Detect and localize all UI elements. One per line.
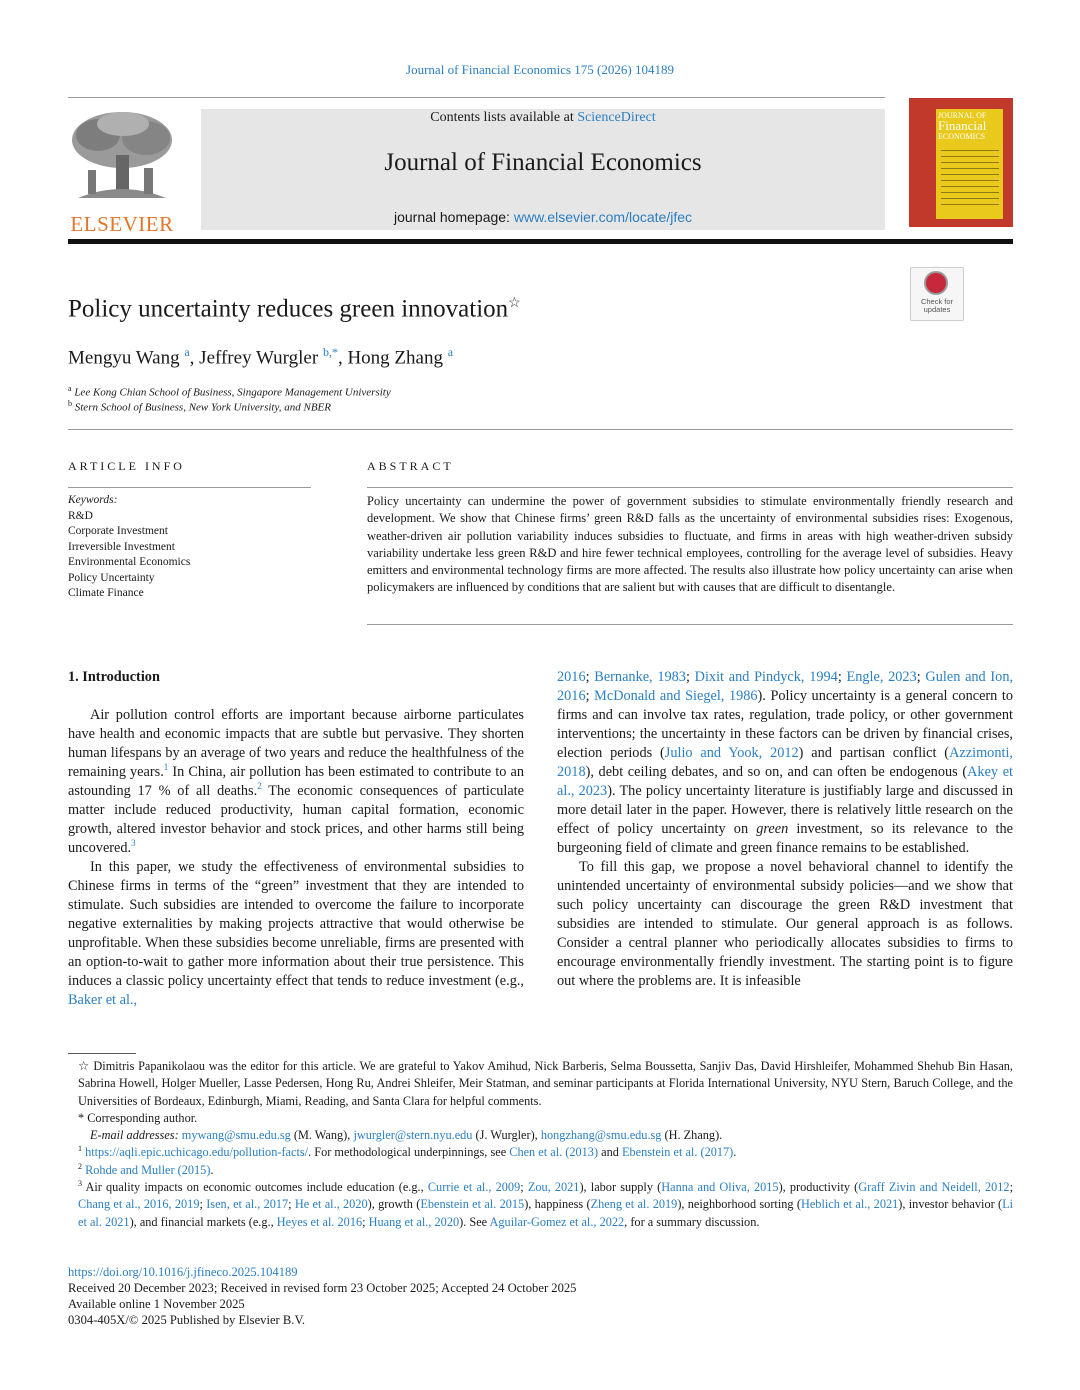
publisher-wordmark: ELSEVIER	[70, 212, 174, 236]
footnote-text: Corresponding author.	[87, 1110, 198, 1125]
citation-link[interactable]: Heyes et al. 2016	[276, 1214, 363, 1229]
paragraph-text: investment, so its relevance to the burgeoning field of climate and green finance remains to be established.	[557, 821, 1013, 856]
homepage-link[interactable]: www.elsevier.com/locate/jfec	[513, 209, 693, 225]
paragraph-text: The economic consequences of particulate matter include reduced productivity, human capital formation, economic growth, altered investor behavior and stock prices, and other harms still being uncovered.	[68, 783, 524, 856]
footnote-text: Dimitris Papanikolaou was the editor for this article. We are grateful to Yakov Amihud, Nick Barberis, Selma Boussetta, Sanjiv Das, David Hirshleifer, Mohammed Shehub Bin Hasan, Sabrina Howell, Holger Mueller, Lasse Pedersen, Hong Ru, Andrei Shleifer, Meir Statman, and seminar participants at Florida International University, NYU Stern, Baruch College, and the Universities of Bordeaux, Edinburgh, Miami, Reading, and Santa Clara for helpful comments.	[78, 1059, 1014, 1108]
section-rule	[68, 429, 1013, 430]
footnote	[68, 1110, 1013, 1127]
keyword: Climate Finance	[68, 587, 144, 599]
paragraph-text: ). Policy uncertainty is a general concern to firms and can involve tax rates, regulation, trade policy, or other government interventions; the uncertainty in these factors can be driven by financial crises, election periods (	[557, 688, 1014, 761]
citation-link[interactable]: Heblich et al., 2021	[800, 1197, 899, 1212]
author-affiliation-mark[interactable]: b,*	[322, 345, 338, 359]
keyword: Policy Uncertainty	[68, 571, 155, 584]
received-dates: Received 20 December 2023; Received in revised form 23 October 2025; Accepted 24 October 2025	[68, 1281, 577, 1295]
footnotes	[68, 1058, 1013, 1231]
sciencedirect-link[interactable]: ScienceDirect	[577, 110, 656, 125]
keyword: R&D	[68, 509, 93, 522]
citation-link[interactable]: Chang et al., 2016, 2019	[78, 1197, 200, 1212]
footnote-mark: 2	[78, 1161, 82, 1171]
citation-link[interactable]: Bernanke, 1983	[594, 669, 686, 685]
footnote-text: ), growth (	[367, 1197, 421, 1212]
separator: ;	[585, 688, 595, 704]
separator: ;	[199, 1197, 207, 1212]
footnote-text: ). See	[459, 1214, 490, 1229]
keyword: Irreversible Investment	[68, 540, 175, 553]
citation-link[interactable]: Baker et al.,	[68, 992, 138, 1008]
footnote	[68, 1179, 1013, 1231]
email-owner: (M. Wang),	[290, 1128, 354, 1143]
email-link[interactable]: hongzhang@smu.edu.sg	[540, 1128, 662, 1143]
citation-link[interactable]: Isen, et al., 2017	[206, 1197, 289, 1212]
citation-link[interactable]: Currie et al., 2009	[427, 1180, 521, 1195]
body-column-right	[557, 668, 1013, 991]
article-info-rule	[68, 487, 311, 488]
footnote	[68, 1162, 1013, 1179]
separator: ;	[1009, 1180, 1013, 1195]
email-label: E-mail addresses:	[90, 1128, 179, 1143]
citation-link[interactable]: Li et al. 2021	[78, 1197, 1014, 1229]
author-affiliation-mark[interactable]: a	[184, 345, 190, 359]
paragraph-text: Air pollution control efforts are important because airborne particulates have health and economic impacts that are subtle but pervasive. They shorten human lifespans by an average of two years and reduce the healthfulness of the remaining years.	[68, 707, 524, 780]
crossmark-icon	[924, 271, 948, 295]
paragraph-text: ), debt ceiling debates, and so on, and can often be endogenous (	[585, 764, 968, 780]
affiliation-mark: b	[68, 399, 72, 408]
paragraph-text: In this paper, we study the effectiveness of environmental subsidies to Chinese firms in terms of the “green” investment that they are intended to stimulate. Such subsidies are intended to overcome the failure to incorporate negative externalities by making projects attractive that would otherwise be unprofitable. When these subsidies become unreliable, firms are presented with an option-to-wait to gather more information about their true persistence. This induces a classic policy uncertainty effect that tends to reduce investment (e.g.,	[68, 859, 524, 989]
footnote-text: .	[210, 1162, 214, 1177]
citation-link[interactable]: 2016	[557, 669, 586, 685]
citation-link[interactable]: Gulen and Ion, 2016	[557, 669, 1014, 704]
citation-link[interactable]: Dixit and Pindyck, 1994	[694, 669, 838, 685]
abstract-rule	[367, 487, 1013, 488]
title-footnote-mark[interactable]: ☆	[508, 296, 521, 311]
citation-link[interactable]: McDonald and Siegel, 1986	[594, 688, 758, 704]
citation-link[interactable]: Akey et al., 2023	[557, 764, 1014, 799]
footnote-text: .	[733, 1145, 737, 1160]
paragraph-text: In China, air pollution has been estimated to contribute to an astounding 17 % of all deaths.	[68, 764, 524, 799]
email-owner: (J. Wurgler),	[472, 1128, 541, 1143]
footnote-text: ), productivity (	[778, 1180, 859, 1195]
crossmark-label: Check for updates	[920, 297, 954, 314]
body-paragraph	[68, 858, 524, 1010]
journal-cover-image[interactable]	[909, 98, 1013, 227]
affiliation-text: Lee Kong Chian School of Business, Singapore Management University	[74, 386, 391, 399]
section-heading: 1. Introduction	[68, 669, 160, 685]
email-link[interactable]: mywang@smu.edu.sg	[181, 1128, 291, 1143]
paragraph-text: ). The policy uncertainty literature is justifiably large and discussed in more detail later in the paper. However, there is relatively little research on the effect of policy uncertainty on	[557, 783, 1014, 837]
article-title-text: Policy uncertainty reduces green innovation	[68, 295, 509, 323]
separator: ;	[362, 1214, 369, 1229]
cover-title-line-1: JOURNAL OF	[938, 111, 987, 120]
separator: ;	[916, 669, 926, 685]
footnote-ref[interactable]: 1	[163, 762, 169, 773]
cover-text-lines	[941, 150, 999, 210]
homepage-line	[201, 209, 885, 225]
url-link[interactable]: https://aqli.epic.uchicago.edu/pollution-facts/	[85, 1145, 309, 1160]
abstract-bottom-rule	[367, 624, 1013, 625]
keyword: Environmental Economics	[68, 556, 191, 568]
journal-banner	[201, 109, 885, 230]
affiliation	[68, 399, 331, 414]
citation-link[interactable]: Zou, 2021	[527, 1180, 580, 1195]
citation-link[interactable]: Ebenstein et al. (2017)	[621, 1145, 734, 1160]
footnote-mark: 3	[78, 1178, 82, 1188]
author-name[interactable]: Jeffrey Wurgler	[199, 347, 319, 369]
keywords-list	[68, 493, 190, 602]
separator: ;	[837, 669, 847, 685]
citation-link[interactable]: Engle, 2023	[846, 669, 917, 685]
footnote-text: Air quality impacts on economic outcomes include education (e.g.,	[85, 1180, 428, 1195]
cover-title-line-2: Financial	[938, 118, 987, 133]
footnote-text: ), and financial markets (e.g.,	[129, 1214, 277, 1229]
header-rule	[68, 97, 885, 98]
footnote-mark: 1	[78, 1144, 82, 1154]
author-list: Mengyu Wang $^a$, Jeffrey Wurgler $^{b,*}$, Hong Zhang $^a$	[68, 345, 454, 369]
email-owner: (H. Zhang).	[661, 1128, 723, 1143]
citation-link[interactable]: Rohde and Muller (2015)	[85, 1162, 211, 1177]
citation-link[interactable]: Journal of Financial Economics 175 (2026) 104189	[406, 62, 674, 77]
contents-prefix: Contents lists available at	[430, 110, 578, 125]
copyright: 0304-405X/© 2025 Published by Elsevier B.V.	[68, 1313, 306, 1327]
article-info-heading: ARTICLE INFO	[68, 459, 185, 473]
article-title	[68, 295, 521, 323]
contents-line	[201, 110, 885, 126]
abstract-heading: ABSTRACT	[367, 459, 454, 473]
homepage-prefix: journal homepage:	[393, 209, 514, 225]
footnote-mark: ☆	[78, 1059, 90, 1073]
body-paragraph: To fill this gap, we propose a novel behavioral channel to identify the unintended uncertainty of environmental subsidy policies—and we show that such policy uncertainty can discourage the green R&D investment that subsidies are intended to stimulate. Our general approach is as follows. Consider a central planner who periodically allocates subsidies to firms to encourage environmentally friendly investment. The starting point is to figure out where the problems are. It is infeasible	[557, 859, 1013, 989]
footnote-text: ), labor supply (	[579, 1180, 662, 1195]
footnote-text: , for a summary discussion.	[624, 1214, 760, 1229]
email-link[interactable]: jwurgler@stern.nyu.edu	[353, 1128, 473, 1143]
keywords-label: Keywords:	[68, 494, 118, 506]
citation-link[interactable]: Aguilar-Gomez et al., 2022	[489, 1214, 625, 1229]
affiliation-text: Stern School of Business, New York University, and NBER	[74, 401, 331, 414]
author-name[interactable]: Mengyu Wang	[68, 347, 180, 369]
citation-link[interactable]: Graff Zivin and Neidell, 2012	[858, 1180, 1010, 1195]
publication-info	[68, 1264, 576, 1328]
header-thick-rule	[68, 239, 1013, 244]
journal-name: Journal of Financial Economics	[384, 149, 702, 176]
separator: ;	[520, 1180, 528, 1195]
citation-link[interactable]: Chen et al. (2013)	[509, 1145, 599, 1160]
emphasis-text: green	[756, 821, 789, 837]
citation-link[interactable]: Zheng et al. 2019	[590, 1197, 678, 1212]
elsevier-tree-icon	[68, 110, 176, 205]
separator: ;	[288, 1197, 295, 1212]
check-for-updates-badge[interactable]	[910, 267, 964, 321]
footnote-text: ), happiness (	[524, 1197, 591, 1212]
footnote-ref[interactable]: 2	[257, 781, 262, 792]
footnote	[68, 1144, 1013, 1161]
separator: ;	[685, 669, 695, 685]
citation-link[interactable]: Hanna and Oliva, 2015	[661, 1180, 779, 1195]
cover-title-line-3: ECONOMICS	[938, 132, 986, 141]
cover-title	[938, 111, 1003, 141]
citation-link[interactable]: Ebenstein et al. 2015	[420, 1197, 525, 1212]
footnote-mark: *	[78, 1110, 85, 1125]
citation-link[interactable]: Azzimonti, 2018	[557, 745, 1014, 780]
affiliation-mark: a	[68, 384, 72, 393]
affiliation	[68, 384, 391, 399]
author-name[interactable]: Hong Zhang	[347, 347, 443, 369]
footnote	[68, 1058, 1013, 1110]
journal-citation[interactable]	[0, 62, 1080, 78]
keyword: Corporate Investment	[68, 525, 168, 537]
available-online: Available online 1 November 2025	[68, 1297, 245, 1311]
separator: ;	[585, 669, 595, 685]
citation-link[interactable]: Huang et al., 2020	[368, 1214, 460, 1229]
citation-link[interactable]: He et al., 2020	[294, 1197, 368, 1212]
elsevier-logo[interactable]	[68, 110, 176, 236]
footnote-rule	[68, 1053, 136, 1054]
citation-link[interactable]: Julio and Yook, 2012	[664, 745, 799, 761]
abstract-text: Policy uncertainty can undermine the power of government subsidies to stimulate environmentally friendly research and development. We show that Chinese firms’ green R&D falls as the uncertainty of environmental subsidies rises: Exogenous, weather-driven air pollution variability induces subsidies to fluctuate, and firms in areas with high weather-driven subsidy variability undertake less green R&D and hire fewer technical employees, controlling for the average level of subsidies. Heavy emitters and environmental technology firms are more affected. The results also illustrate how policy uncertainty can arise when policymakers are influenced by conditions that are salient but with causes that are difficult to disentangle.	[367, 494, 1013, 595]
paragraph-text: ) and partisan conflict (	[798, 745, 950, 761]
footnote-text: and	[598, 1145, 622, 1160]
footnote-text: ), investor behavior (	[898, 1197, 1003, 1212]
body-paragraph	[557, 668, 1013, 858]
body-column-left	[68, 668, 524, 1010]
footnote-text: . For methodological underpinnings, see	[308, 1145, 510, 1160]
footnote-ref[interactable]: 3	[131, 838, 136, 849]
footnote-text: ), neighborhood sorting (	[677, 1197, 801, 1212]
doi-link[interactable]: https://doi.org/10.1016/j.jfineco.2025.104189	[68, 1265, 298, 1279]
body-paragraph	[68, 706, 524, 858]
author-affiliation-mark[interactable]: a	[447, 345, 454, 359]
email-line	[68, 1127, 1013, 1144]
